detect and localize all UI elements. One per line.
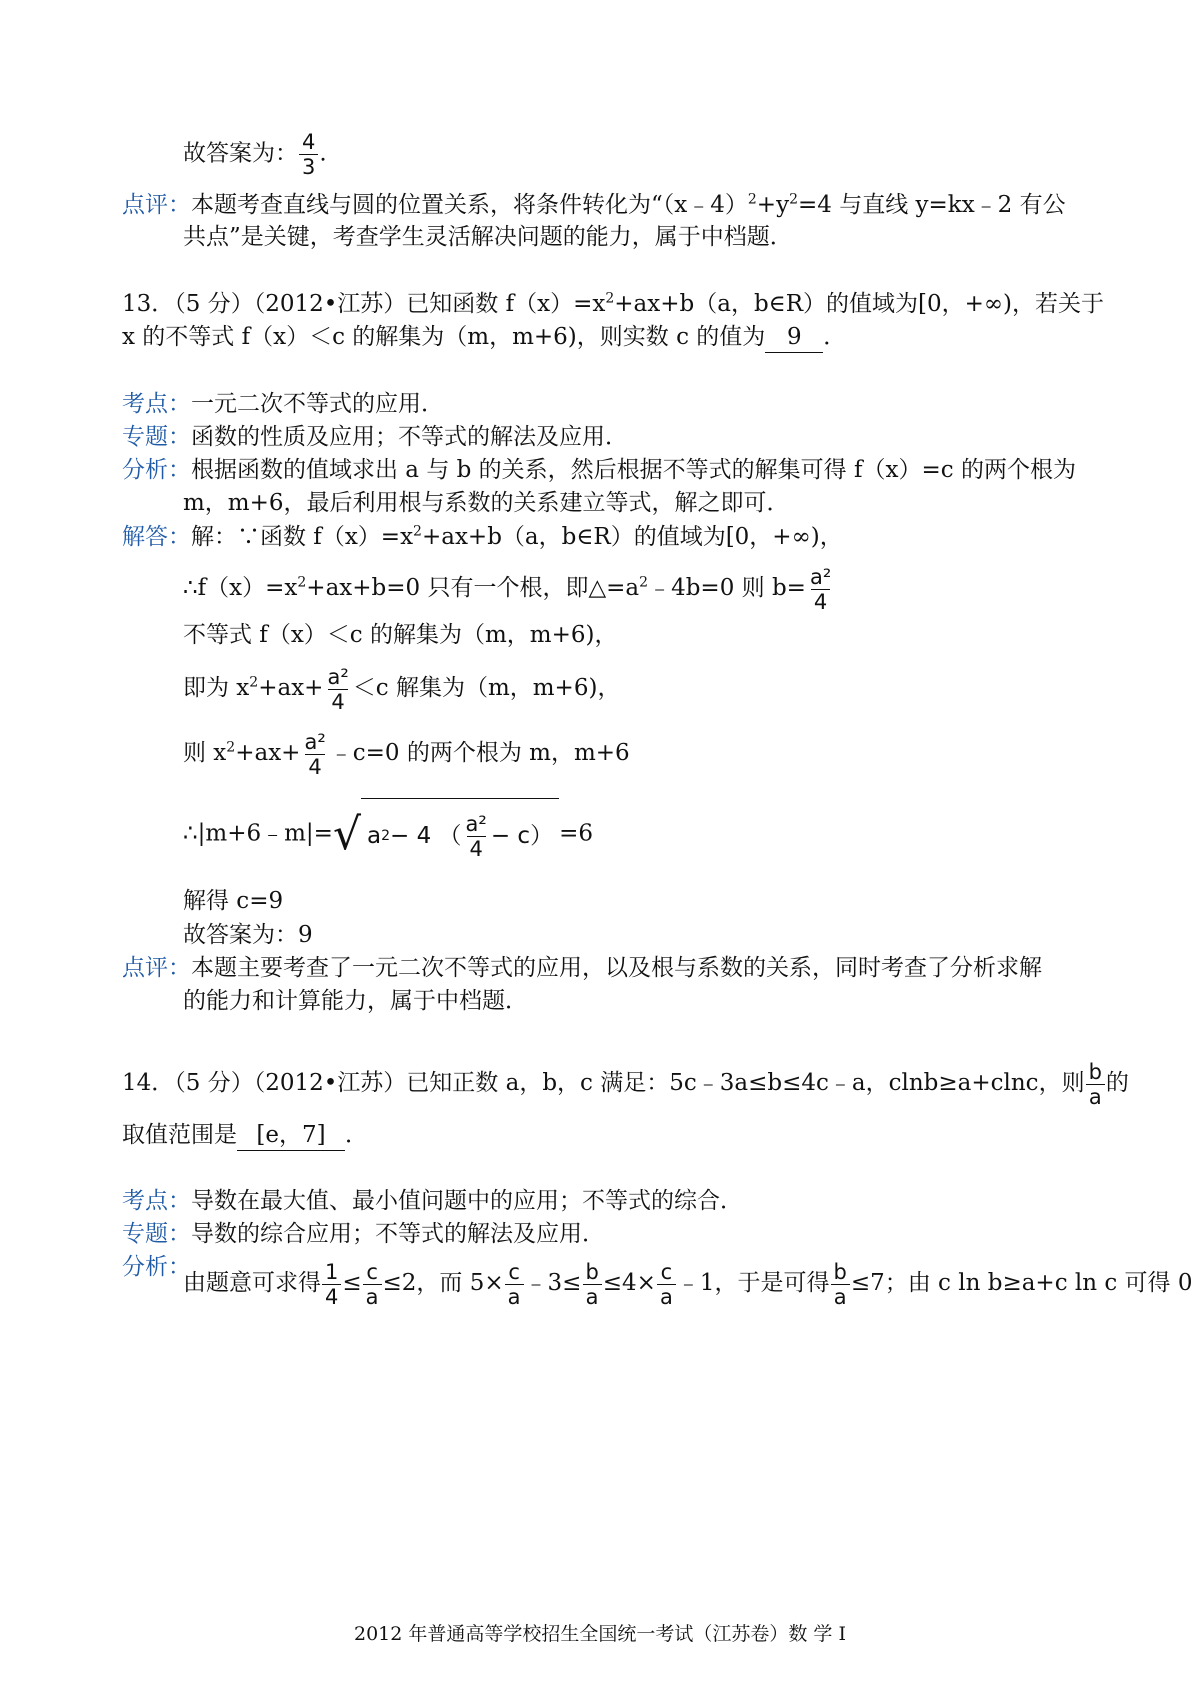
solution-line-1: [122, 522, 843, 552]
frac-num: a²: [465, 811, 487, 836]
topic-label: 考点：: [122, 1188, 191, 1214]
question-14-line-1: [122, 1055, 1129, 1111]
frac-num: b: [585, 1259, 599, 1284]
topic-line-14: [122, 1186, 743, 1216]
q13-answer: 9: [765, 322, 823, 353]
solution-line-4: [183, 660, 620, 716]
frac-den: 4: [811, 589, 830, 614]
solution-label: 解答：: [122, 524, 191, 550]
frac-num: c: [660, 1259, 673, 1284]
analysis-label: 分析：: [122, 1254, 191, 1280]
comment-text-a: 本题考查直线与圆的位置关系，将条件转化为“（x﹣4）: [191, 192, 748, 218]
topic-label: 考点：: [122, 391, 191, 417]
question-14-line-2: [122, 1120, 368, 1151]
analysis-text: ﹣3≤: [524, 1270, 582, 1296]
comment-line-2: 共点”是关键，考查学生灵活解决问题的能力，属于中档题．: [183, 224, 793, 250]
q13-text-a: 13．（5 分）（2012•江苏）已知函数 f（x）=x: [122, 291, 606, 317]
frac-den: a: [831, 1284, 850, 1309]
question-13-line-2: [122, 322, 846, 353]
q14-text-b: 的: [1105, 1070, 1129, 1096]
topic-text: 导数在最大值、最小值问题中的应用；不等式的综合．: [191, 1188, 743, 1214]
analysis-line-14: [183, 1253, 1193, 1313]
analysis-line-2: m，m+6，最后利用根与系数的关系建立等式，解之即可．: [183, 490, 790, 516]
frac-den: a: [1086, 1084, 1105, 1109]
subject-text: 导数的综合应用；不等式的解法及应用．: [191, 1221, 605, 1247]
solution-line-2: [183, 560, 835, 616]
solution-line-5: [183, 725, 630, 781]
fraction-b-a: [1086, 1060, 1105, 1109]
solution-text: ﹣4b=0 则 b=: [648, 575, 806, 601]
analysis-text: ≤4×: [602, 1270, 656, 1296]
superscript: 2: [605, 290, 615, 307]
subject-label: 专题：: [122, 1221, 191, 1247]
review-line-2: 的能力和计算能力，属于中档题．: [183, 988, 528, 1014]
solution-text: ∴|m+6﹣m|=: [183, 820, 333, 847]
frac-num: a²: [327, 664, 349, 689]
superscript: 2: [226, 739, 236, 756]
topic-line: [122, 389, 444, 419]
subject-text: 函数的性质及应用；不等式的解法及应用．: [191, 424, 628, 450]
analysis-label: 分析：: [122, 457, 191, 483]
frac-num: c: [508, 1259, 520, 1284]
solution-text: +ax+: [235, 740, 301, 766]
analysis-text: ≤7；由 c ln b≥a+c ln c 可得 0: [850, 1270, 1193, 1296]
comment-label: 点评：: [122, 192, 191, 218]
analysis-text-1: 根据函数的值域求出 a 与 b 的关系，然后根据不等式的解集可得 f（x）=c 的两个根为: [191, 457, 1076, 483]
superscript: 2: [297, 574, 307, 591]
analysis-text: ≤2，而 5×: [382, 1270, 504, 1296]
solution-line-8: 故答案为：9: [183, 922, 313, 948]
fraction-a2-4: [301, 730, 328, 779]
review-line-1: [122, 953, 1042, 983]
solution-text: ﹣c=0 的两个根为 m，m+6: [329, 740, 630, 766]
superscript: 2: [747, 191, 757, 208]
radical-sign-icon: √: [332, 808, 361, 860]
radicand-a: a: [366, 823, 382, 849]
page-footer: 2012 年普通高等学校招生全国统一考试（江苏卷）数 学 Ⅰ: [354, 1623, 846, 1645]
frac-num: 4: [302, 130, 316, 154]
q14-text-a: 14．（5 分）（2012•江苏）已知正数 a，b，c 满足：5c﹣3a≤b≤4c﹣a，clnb≥a+clnc，则: [122, 1070, 1085, 1096]
analysis-label-14: [122, 1252, 191, 1282]
radicand-c: − c）: [490, 823, 554, 849]
question-13-line-1: [122, 289, 1104, 319]
radicand-minus: − 4 （: [390, 823, 462, 849]
fraction-b-a: [582, 1260, 601, 1309]
subject-line: [122, 422, 628, 452]
frac-num: 1: [325, 1259, 339, 1284]
subject-label: 专题：: [122, 424, 191, 450]
solution-line-7: 解得 c=9: [183, 888, 284, 914]
solution-text: ∴f（x）=x: [183, 575, 298, 601]
fraction-1-4: [322, 1260, 341, 1309]
review-label: 点评：: [122, 955, 191, 981]
solution-text: +ax+b（a，b∈R）的值域为[0，+∞)，: [421, 524, 843, 550]
frac-num: b: [833, 1259, 847, 1284]
frac-den: 4: [328, 689, 347, 714]
fraction-a2-4: [324, 665, 351, 714]
analysis-text: 由题意可求得: [183, 1270, 321, 1296]
comment-text-b: +y: [756, 192, 790, 218]
q14-answer: [e，7]: [237, 1120, 345, 1151]
frac-num: a²: [809, 564, 832, 589]
review-text-1: 本题主要考查了一元二次不等式的应用，以及根与系数的关系，同时考查了分析求解: [191, 955, 1042, 981]
frac-den: 4: [322, 1284, 341, 1309]
answer-text: 故答案为：: [183, 140, 298, 167]
frac-num: a²: [304, 729, 326, 754]
period: .: [319, 140, 327, 167]
le-sign: ≤: [342, 1270, 362, 1296]
frac-den: a: [505, 1284, 524, 1309]
q13-text-c: x 的不等式 f（x）＜c 的解集为（m，m+6)，则实数 c 的值为: [122, 324, 766, 350]
solution-text: +ax+b=0 只有一个根，即△=a: [306, 575, 640, 601]
frac-den: 3: [299, 154, 318, 179]
fraction-c-a: [505, 1260, 524, 1309]
fraction-4-3: [299, 130, 318, 179]
q14-text-c: 取值范围是: [122, 1122, 237, 1148]
solution-text: =6: [559, 820, 593, 847]
frac-den: 4: [305, 754, 324, 779]
solution-line-6: [183, 798, 593, 871]
frac-num: c: [366, 1259, 378, 1284]
analysis-line-1: [122, 455, 1076, 485]
solution-text: 即为 x: [183, 675, 250, 701]
fraction-a2-4: [463, 812, 490, 861]
solution-text: ＜c 解集为（m，m+6)，: [352, 675, 621, 701]
superscript: 2: [789, 191, 798, 208]
comment-text-c: =4 与直线 y=kx﹣2 有公: [797, 192, 1066, 218]
frac-den: 4: [467, 836, 486, 861]
frac-num: b: [1088, 1059, 1102, 1084]
fraction-c-a: [657, 1260, 676, 1309]
solution-text: 则 x: [183, 740, 227, 766]
fraction-b-a: [830, 1260, 849, 1309]
solution-line-3: 不等式 f（x）＜c 的解集为（m，m+6)，: [183, 622, 618, 648]
analysis-text: ﹣1，于是可得: [676, 1270, 830, 1296]
solution-text: +ax+: [258, 675, 324, 701]
superscript: 2: [413, 523, 422, 540]
fraction-c-a: [363, 1260, 382, 1309]
superscript: 2: [249, 674, 259, 691]
period: ．: [823, 324, 847, 350]
topic-text: 一元二次不等式的应用．: [191, 391, 444, 417]
fraction-a2-4: [807, 565, 834, 614]
frac-den: a: [583, 1284, 602, 1309]
answer-line-12: [183, 130, 327, 179]
square-root: [333, 798, 559, 871]
q13-text-b: +ax+b（a，b∈R）的值域为[0，+∞)，若关于: [614, 291, 1105, 317]
period: ．: [345, 1122, 368, 1148]
subject-line-14: [122, 1219, 605, 1249]
comment-line-1: [122, 190, 1066, 220]
solution-text: 解：∵函数 f（x）=x: [191, 524, 414, 550]
frac-den: a: [363, 1284, 382, 1309]
radicand: a 2 − 4 （ $\frac{\text{a²}}{4}$ − c）: [361, 798, 559, 871]
frac-den: a: [657, 1284, 676, 1309]
superscript: 2: [639, 574, 649, 591]
